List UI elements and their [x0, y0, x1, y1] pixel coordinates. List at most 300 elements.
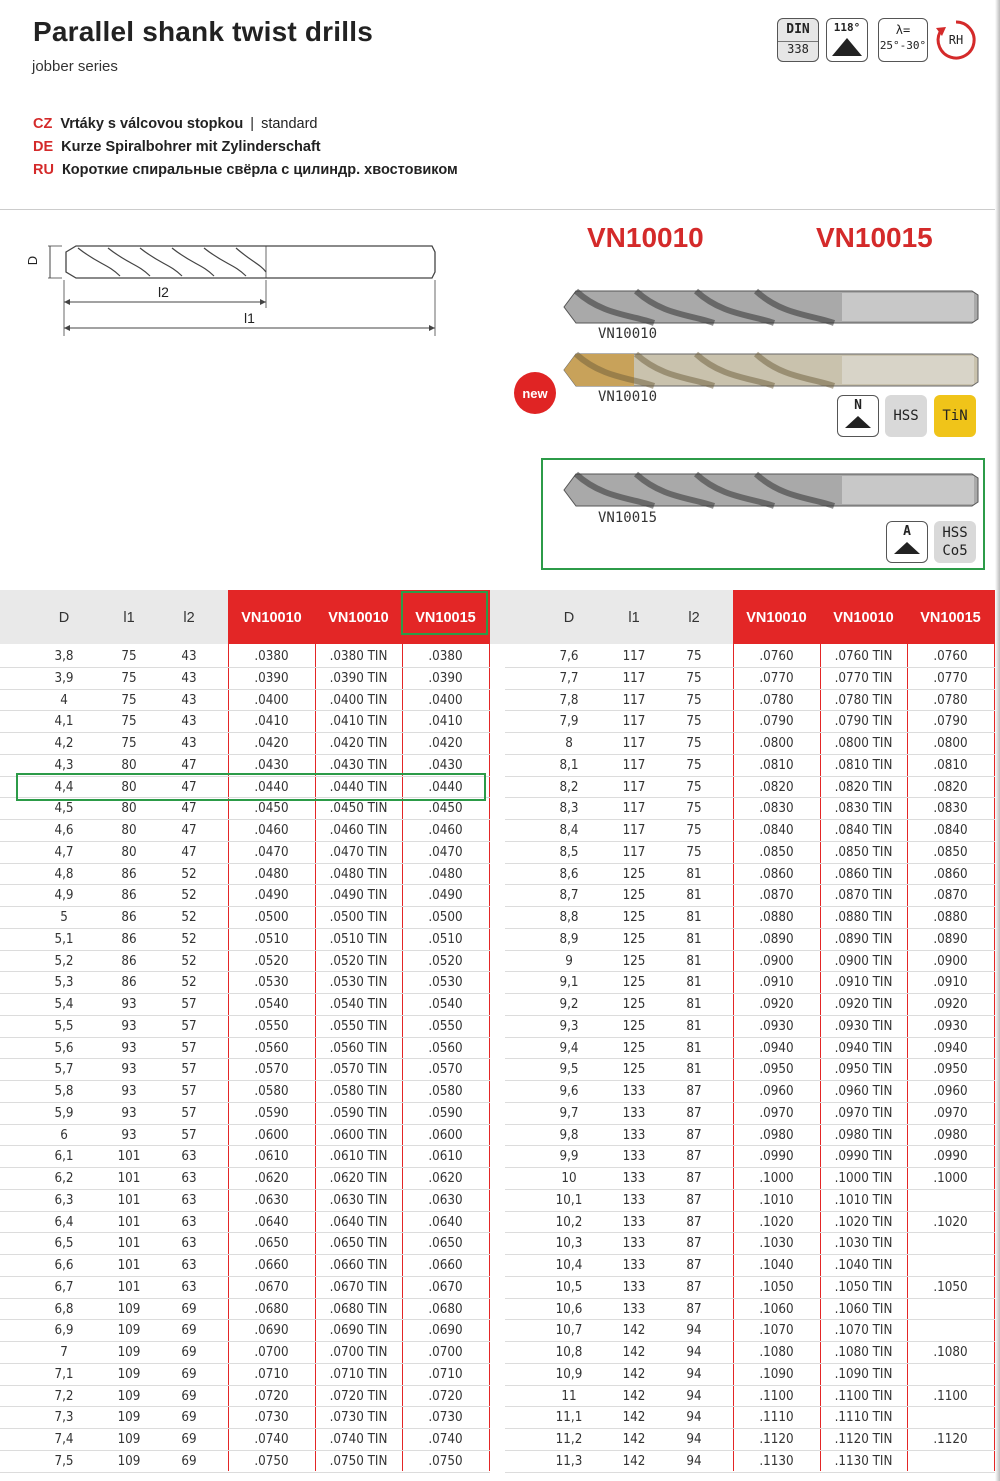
- table-cell: .0910 TIN: [834, 975, 893, 991]
- row-divider: [0, 689, 490, 690]
- table-cell: 9,5: [559, 1062, 579, 1078]
- material-hss-badge: HSS: [885, 395, 927, 437]
- separator: |: [250, 116, 255, 132]
- table-cell: 117: [622, 779, 646, 795]
- lang-code: CZ: [33, 116, 53, 132]
- table-cell: 6,4: [54, 1214, 74, 1230]
- row-divider: [0, 906, 490, 907]
- table-cell: .0680 TIN: [329, 1301, 388, 1317]
- table-cell: .0480 TIN: [329, 866, 388, 882]
- column-header: VN10010: [241, 610, 302, 626]
- l1-label: l1: [244, 310, 255, 326]
- table-cell: .0740 TIN: [329, 1432, 388, 1447]
- table-cell: .1090: [759, 1366, 794, 1382]
- type-a-label: A: [903, 524, 911, 539]
- row-divider: [505, 689, 995, 690]
- table-cell: 6,9: [54, 1323, 74, 1339]
- table-cell: 81: [686, 953, 702, 969]
- table-cell: .0920: [933, 997, 968, 1012]
- table-cell: .0670: [428, 1279, 463, 1295]
- table-cell: .0590: [254, 1105, 289, 1121]
- table-cell: 75: [686, 823, 702, 838]
- table-cell: 86: [121, 975, 137, 991]
- table-cell: .0910: [759, 975, 794, 991]
- coating-tin-badge: TiN: [934, 395, 976, 437]
- drill-point-icon: [828, 34, 866, 58]
- table-cell: 5,5: [54, 1018, 74, 1034]
- table-cell: 10,2: [555, 1214, 583, 1230]
- table-cell: .1120 TIN: [834, 1432, 893, 1447]
- table-cell: .0520: [254, 953, 289, 969]
- table-cell: 101: [117, 1279, 141, 1295]
- table-cell: 9,4: [559, 1040, 579, 1056]
- table-cell: 94: [686, 1323, 702, 1339]
- table-cell: .0770: [933, 670, 968, 686]
- table-cell: .0570 TIN: [329, 1062, 388, 1078]
- table-cell: .1090 TIN: [834, 1366, 893, 1382]
- table-cell: 133: [622, 1279, 646, 1295]
- table-cell: 63: [181, 1214, 197, 1230]
- table-cell: 9,1: [559, 975, 579, 991]
- table-cell: 109: [117, 1432, 141, 1447]
- table-cell: 75: [686, 670, 702, 686]
- table-cell: .0870: [933, 888, 968, 904]
- table-cell: .0870 TIN: [834, 888, 893, 904]
- table-cell: 5,2: [54, 953, 74, 969]
- table-cell: 87: [686, 1301, 702, 1317]
- row-divider: [505, 1211, 995, 1212]
- table-cell: .0670 TIN: [329, 1279, 388, 1295]
- table-cell: 86: [121, 866, 137, 882]
- table-cell: .0900 TIN: [834, 953, 893, 969]
- row-divider: [505, 1363, 995, 1364]
- table-cell: .1080: [933, 1345, 968, 1360]
- table-cell: .0630: [428, 1192, 463, 1208]
- lang-code: DE: [33, 139, 54, 155]
- table-cell: 7,9: [559, 714, 579, 730]
- table-cell: 8,7: [559, 888, 579, 904]
- table-cell: 63: [181, 1279, 197, 1295]
- table-cell: .0440: [428, 779, 463, 795]
- table-cell: .0890 TIN: [834, 931, 893, 947]
- table-cell: .0760: [759, 649, 794, 664]
- table-cell: .0650: [254, 1236, 289, 1252]
- table-cell: 81: [686, 888, 702, 904]
- type-a-badge: [886, 521, 928, 563]
- table-cell: .1110: [759, 1410, 794, 1426]
- table-cell: .0610: [254, 1149, 289, 1165]
- table-cell: 80: [121, 801, 137, 817]
- table-cell: 87: [686, 1127, 702, 1143]
- table-cell: .0410: [428, 714, 463, 730]
- table-cell: 4,9: [54, 888, 74, 904]
- table-cell: .0870: [759, 888, 794, 904]
- table-cell: .0720: [254, 1388, 289, 1404]
- row-divider: [0, 884, 490, 885]
- table-cell: .0930: [759, 1018, 794, 1034]
- table-cell: 57: [181, 1105, 197, 1121]
- table-cell: .0490 TIN: [329, 888, 388, 904]
- table-cell: .0980 TIN: [834, 1127, 893, 1143]
- table-cell: 86: [121, 931, 137, 947]
- table-cell: .0990: [933, 1149, 968, 1165]
- table-cell: .0460: [254, 823, 289, 838]
- table-cell: 81: [686, 1062, 702, 1078]
- table-cell: 8,8: [559, 910, 579, 925]
- table-cell: 43: [181, 692, 197, 708]
- column-divider: [489, 644, 490, 1471]
- table-cell: 133: [622, 1214, 646, 1230]
- table-cell: 6,3: [54, 1192, 74, 1208]
- table-cell: .0510 TIN: [329, 931, 388, 947]
- table-cell: 133: [622, 1127, 646, 1143]
- table-cell: .0500 TIN: [329, 910, 388, 925]
- row-divider: [0, 928, 490, 929]
- table-cell: .1120: [759, 1432, 794, 1447]
- table-cell: 117: [622, 801, 646, 817]
- table-cell: .0470 TIN: [329, 844, 388, 860]
- table-cell: 4,7: [54, 844, 74, 860]
- table-cell: 43: [181, 649, 197, 664]
- table-cell: 9,2: [559, 997, 579, 1012]
- table-cell: .0840: [759, 823, 794, 838]
- row-divider: [0, 819, 490, 820]
- table-cell: .0940 TIN: [834, 1040, 893, 1056]
- table-cell: .0880 TIN: [834, 910, 893, 925]
- table-cell: .1070: [759, 1323, 794, 1339]
- table-cell: 75: [686, 801, 702, 817]
- table-cell: 7,5: [54, 1453, 74, 1469]
- translation-de: [33, 139, 321, 155]
- row-divider: [0, 1428, 490, 1429]
- table-cell: 86: [121, 888, 137, 904]
- table-cell: 11,3: [555, 1453, 583, 1469]
- table-cell: .0890: [933, 931, 968, 947]
- column-header: l2: [183, 610, 195, 626]
- table-cell: 133: [622, 1105, 646, 1121]
- table-cell: .0810: [933, 757, 968, 773]
- table-cell: .0610: [428, 1149, 463, 1165]
- table-cell: 43: [181, 736, 197, 751]
- table-cell: .0900: [759, 953, 794, 969]
- table-cell: 125: [622, 1040, 646, 1056]
- drill-label-1: VN10010: [598, 326, 658, 342]
- helix-value: 25°-30°: [879, 39, 927, 52]
- row-divider: [505, 667, 995, 668]
- table-cell: 52: [181, 953, 197, 969]
- table-cell: .0620: [428, 1171, 463, 1186]
- table-cell: 142: [622, 1410, 646, 1426]
- table-cell: 7,4: [54, 1432, 74, 1447]
- table-cell: .0700: [254, 1345, 289, 1360]
- table-cell: 6,8: [54, 1301, 74, 1317]
- table-cell: .0460 TIN: [329, 823, 388, 838]
- table-cell: .0840 TIN: [834, 823, 893, 838]
- table-cell: .0510: [254, 931, 289, 947]
- table-cell: 7,7: [559, 670, 579, 686]
- row-divider: [505, 950, 995, 951]
- drill-photo-hss: [562, 287, 980, 327]
- table-cell: .0440: [254, 779, 289, 795]
- row-divider: [0, 1080, 490, 1081]
- table-cell: .0480: [254, 866, 289, 882]
- row-divider: [505, 819, 995, 820]
- highlight-header-vn10015: [401, 591, 488, 635]
- table-cell: .0600: [254, 1127, 289, 1143]
- table-cell: .0540: [254, 997, 289, 1012]
- table-cell: 117: [622, 692, 646, 708]
- table-cell: .0700: [428, 1345, 463, 1360]
- table-cell: .0850 TIN: [834, 844, 893, 860]
- row-divider: [505, 1080, 995, 1081]
- table-cell: .0880: [933, 910, 968, 925]
- row-divider: [0, 1341, 490, 1342]
- table-cell: .1070 TIN: [834, 1323, 893, 1339]
- table-cell: 69: [181, 1432, 197, 1447]
- table-cell: .0710 TIN: [329, 1366, 388, 1382]
- table-cell: 4,2: [54, 736, 74, 751]
- table-cell: 109: [117, 1323, 141, 1339]
- table-cell: 87: [686, 1105, 702, 1121]
- table-cell: 87: [686, 1171, 702, 1186]
- table-cell: 10,9: [555, 1366, 583, 1382]
- table-cell: .0450: [428, 801, 463, 817]
- table-cell: .0490: [254, 888, 289, 904]
- column-header: VN10010: [328, 610, 389, 626]
- table-cell: 75: [686, 736, 702, 751]
- table-cell: .0500: [428, 910, 463, 925]
- din-number: 338: [778, 41, 818, 56]
- type-n-badge: [837, 395, 879, 437]
- table-cell: 133: [622, 1084, 646, 1099]
- table-cell: 43: [181, 670, 197, 686]
- table-cell: .0720 TIN: [329, 1388, 388, 1404]
- table-cell: 117: [622, 757, 646, 773]
- table-cell: .1000: [759, 1171, 794, 1186]
- table-cell: .1040 TIN: [834, 1258, 893, 1273]
- table-cell: .0580: [254, 1084, 289, 1099]
- table-cell: 142: [622, 1453, 646, 1469]
- table-cell: .0660: [254, 1258, 289, 1273]
- row-divider: [505, 1450, 995, 1451]
- table-cell: 93: [121, 1105, 137, 1121]
- table-cell: 52: [181, 910, 197, 925]
- row-divider: [0, 1211, 490, 1212]
- table-cell: .0550 TIN: [329, 1018, 388, 1034]
- table-cell: .0860: [933, 866, 968, 882]
- row-divider: [505, 1015, 995, 1016]
- table-cell: .0820: [759, 779, 794, 795]
- product-code-vn10015: VN10015: [816, 222, 933, 253]
- row-divider: [0, 667, 490, 668]
- table-cell: 109: [117, 1410, 141, 1426]
- row-divider: [505, 776, 995, 777]
- table-cell: 6,2: [54, 1171, 74, 1186]
- diameter-label: D: [25, 255, 41, 266]
- row-divider: [0, 971, 490, 972]
- table-cell: 81: [686, 866, 702, 882]
- table-cell: .1100: [933, 1388, 968, 1404]
- row-divider: [0, 841, 490, 842]
- table-cell: .0830: [759, 801, 794, 817]
- table-cell: .0590 TIN: [329, 1105, 388, 1121]
- table-cell: .0780: [759, 692, 794, 708]
- table-cell: 52: [181, 975, 197, 991]
- table-cell: .0680: [428, 1301, 463, 1317]
- table-cell: 142: [622, 1432, 646, 1447]
- table-cell: 4,4: [54, 779, 74, 795]
- table-cell: 81: [686, 997, 702, 1012]
- drill-label-3: VN10015: [598, 510, 658, 526]
- table-cell: .0860: [759, 866, 794, 882]
- table-cell: .1100: [759, 1388, 794, 1404]
- table-cell: 81: [686, 1018, 702, 1034]
- table-cell: 63: [181, 1149, 197, 1165]
- table-cell: .0400: [254, 692, 289, 708]
- table-cell: .0490: [428, 888, 463, 904]
- row-divider: [0, 1450, 490, 1451]
- row-divider: [0, 1276, 490, 1277]
- table-cell: .0890: [759, 931, 794, 947]
- table-cell: 75: [686, 649, 702, 664]
- table-cell: 80: [121, 844, 137, 860]
- table-cell: .0650: [428, 1236, 463, 1252]
- table-cell: .0380 TIN: [329, 649, 388, 664]
- table-cell: .0390: [428, 670, 463, 686]
- table-cell: 47: [181, 801, 197, 817]
- table-cell: .1060: [759, 1301, 794, 1317]
- table-cell: .0970: [933, 1105, 968, 1121]
- table-cell: 101: [117, 1258, 141, 1273]
- table-cell: .0730: [428, 1410, 463, 1426]
- table-cell: .0580 TIN: [329, 1084, 388, 1099]
- table-cell: 101: [117, 1149, 141, 1165]
- product-code-vn10010: VN10010: [587, 222, 704, 253]
- table-cell: 133: [622, 1301, 646, 1317]
- table-cell: .0560: [428, 1040, 463, 1056]
- table-cell: .0570: [428, 1062, 463, 1078]
- table-cell: 94: [686, 1410, 702, 1426]
- table-cell: 80: [121, 757, 137, 773]
- column-header: D: [58, 610, 70, 626]
- drill-photo-hss-co5: [562, 470, 980, 510]
- lang-extra: standard: [261, 116, 318, 132]
- table-cell: .0450: [254, 801, 289, 817]
- row-divider: [0, 1385, 490, 1386]
- table-cell: .0750: [254, 1453, 289, 1469]
- row-divider: [505, 1102, 995, 1103]
- table-cell: 75: [121, 714, 137, 730]
- table-cell: 63: [181, 1258, 197, 1273]
- table-cell: .0630 TIN: [329, 1192, 388, 1208]
- table-cell: 5: [60, 910, 68, 925]
- table-cell: 6,6: [54, 1258, 74, 1273]
- row-divider: [505, 1385, 995, 1386]
- table-cell: .0730 TIN: [329, 1410, 388, 1426]
- table-cell: .0980: [759, 1127, 794, 1143]
- table-cell: .0480: [428, 866, 463, 882]
- table-cell: 93: [121, 1084, 137, 1099]
- table-cell: 69: [181, 1410, 197, 1426]
- row-divider: [0, 1145, 490, 1146]
- table-cell: .0960: [933, 1084, 968, 1099]
- lang-text: Vrtáky s válcovou stopkou: [60, 116, 244, 132]
- table-cell: 125: [622, 953, 646, 969]
- helix-label: λ=: [895, 23, 911, 37]
- column-header: l1: [628, 610, 640, 626]
- table-cell: 75: [686, 692, 702, 708]
- column-divider: [820, 644, 821, 1471]
- row-divider: [505, 971, 995, 972]
- table-cell: .0630: [254, 1192, 289, 1208]
- table-cell: 3,9: [54, 670, 74, 686]
- table-cell: .0950: [759, 1062, 794, 1078]
- table-cell: .1000 TIN: [834, 1171, 893, 1186]
- row-divider: [0, 1058, 490, 1059]
- table-cell: 75: [686, 714, 702, 730]
- table-cell: 142: [622, 1366, 646, 1382]
- table-cell: .1020: [933, 1214, 968, 1230]
- table-cell: 4: [60, 692, 68, 708]
- table-cell: 125: [622, 997, 646, 1012]
- table-cell: .0640 TIN: [329, 1214, 388, 1230]
- table-cell: .0690: [428, 1323, 463, 1339]
- row-divider: [0, 1124, 490, 1125]
- table-cell: 57: [181, 1127, 197, 1143]
- table-cell: .0700 TIN: [329, 1345, 388, 1360]
- table-cell: 86: [121, 953, 137, 969]
- table-cell: 87: [686, 1214, 702, 1230]
- table-cell: .0940: [759, 1040, 794, 1056]
- table-cell: .0440 TIN: [329, 779, 388, 795]
- table-cell: .0950: [933, 1062, 968, 1078]
- table-cell: .1110 TIN: [834, 1410, 893, 1426]
- table-cell: 69: [181, 1388, 197, 1404]
- table-cell: .0910: [933, 975, 968, 991]
- lang-text: Kurze Spiralbohrer mit Zylinderschaft: [61, 139, 321, 155]
- column-divider: [907, 644, 908, 1471]
- table-cell: .1080: [759, 1345, 794, 1360]
- table-cell: .0760 TIN: [834, 649, 893, 664]
- table-cell: .0520 TIN: [329, 953, 388, 969]
- table-cell: .0640: [254, 1214, 289, 1230]
- row-divider: [505, 884, 995, 885]
- table-cell: 63: [181, 1192, 197, 1208]
- row-divider: [505, 1145, 995, 1146]
- table-cell: .0470: [254, 844, 289, 860]
- table-cell: 10,4: [555, 1258, 583, 1273]
- table-cell: 101: [117, 1192, 141, 1208]
- table-cell: .0570: [254, 1062, 289, 1078]
- table-cell: 75: [121, 692, 137, 708]
- table-cell: 5,3: [54, 975, 74, 991]
- table-cell: 8,1: [559, 757, 579, 773]
- table-cell: .0970 TIN: [834, 1105, 893, 1121]
- material-hss-co5-badge: [934, 521, 976, 563]
- row-divider: [505, 1428, 995, 1429]
- new-badge: new: [514, 372, 556, 414]
- table-cell: .0810 TIN: [834, 757, 893, 773]
- table-cell: .0500: [254, 910, 289, 925]
- row-divider: [0, 754, 490, 755]
- table-cell: .0690: [254, 1323, 289, 1339]
- table-cell: .0990 TIN: [834, 1149, 893, 1165]
- lang-code: RU: [33, 162, 54, 178]
- table-cell: 93: [121, 1040, 137, 1056]
- table-cell: 4,5: [54, 801, 74, 817]
- table-cell: .0850: [759, 844, 794, 860]
- table-cell: .0420 TIN: [329, 736, 388, 751]
